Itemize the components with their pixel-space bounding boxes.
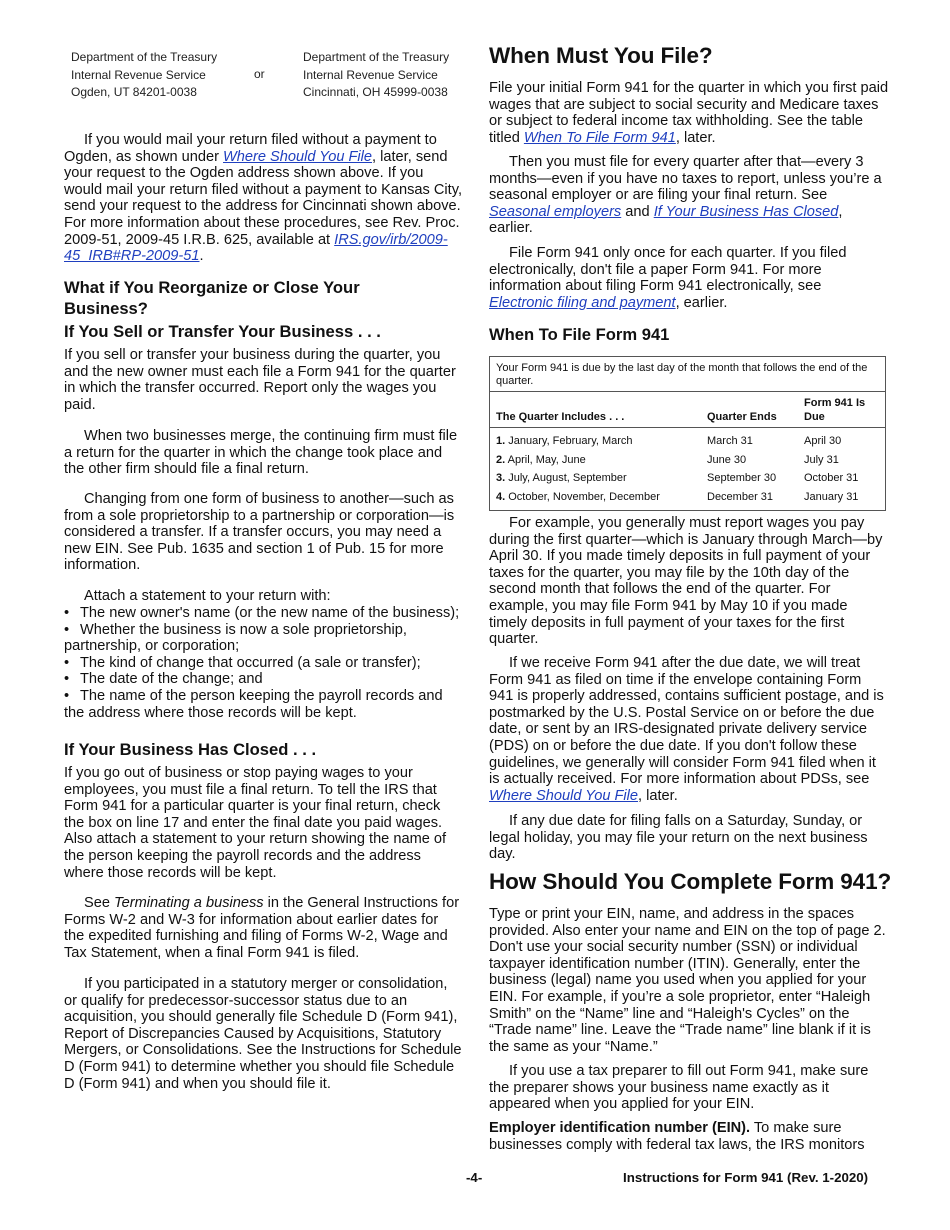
list-item: • The kind of change that occurred (a sale or transfer); xyxy=(64,654,421,671)
paragraph-business-closed: If you go out of business or stop paying wages to your employees, you must file a final return. To tell the IRS that Form 941 for a particular quarter is your final return, check the box on line 17 and enter the final date you paid wages. Also attach a statement to your return showing the name of the person keeping the payroll records and the address where those records will be kept. xyxy=(64,765,447,881)
heading-reorganize-close: What if You Reorganize or Close Your Business? xyxy=(64,278,360,318)
link-electronic-filing[interactable]: Electronic filing and payment xyxy=(489,294,676,311)
cell-due: October 31 xyxy=(804,472,859,485)
paragraph-change-form: Changing from one form of business to another—such as from a sole proprietorship to a partnership or corporation—is considered a transfer. If a transfer occurs, you may need a new EIN. See Pub. 1635 and section 1 of Pub. 15 for more information. xyxy=(64,491,455,574)
paragraph-type-print: Type or print your EIN, name, and address in the spaces provided. Also enter your name and EIN on the top of page 2. Don't use your social security number (SSN) or individual taxpayer identification number (ITIN). Generally, enter the business (legal) name you used when you applied for your EIN. For example, if you’re a sole proprietor, enter “Haleigh Smith” on the “Name” line and “Haleigh's Cycles” on the “Trade name” line. Leave the “Trade name” line blank if it is the same as your “Name.” xyxy=(489,906,886,1055)
link-seasonal-employers[interactable]: Seasonal employers xyxy=(489,203,622,220)
cell-ends: June 30 xyxy=(707,453,747,466)
header-quarter-ends: Quarter Ends xyxy=(701,392,798,428)
paragraph-merge: When two businesses merge, the continuing firm must file a return for the quarter in which the change took place and the other firm should file a final return. xyxy=(64,428,458,478)
heading-sell-transfer: If You Sell or Transfer Your Business . . . xyxy=(64,322,381,341)
paragraph-sell-transfer: If you sell or transfer your business during the quarter, you and the new owner must each file a Form 941 for the quarter in which the transfer occurred. Report only the wages you paid. xyxy=(64,347,456,413)
table-row xyxy=(490,428,885,451)
due-date-table xyxy=(489,356,886,511)
paragraph-preparer: If you use a tax preparer to fill out Form 941, make sure the preparer shows your business name exactly as it appeared when you applied for your EIN. xyxy=(489,1063,869,1113)
heading-how-complete: How Should You Complete Form 941? xyxy=(489,869,892,894)
list-item: • The date of the change; and xyxy=(64,671,263,688)
address-line: Department of the Treasury xyxy=(71,50,218,64)
terminating-business-term: Terminating a business xyxy=(114,895,264,911)
paragraph-holiday: If any due date for filing falls on a Saturday, Sunday, or legal holiday, you may file your return on the next business day. xyxy=(489,813,868,863)
cell-ends: March 31 xyxy=(707,435,753,447)
table-row xyxy=(490,469,885,488)
paragraph-ein: Employer identification number (EIN). To make sure businesses comply with federal tax laws, the IRS monitors xyxy=(489,1120,865,1153)
cell-quarter: 2. April, May, June xyxy=(496,453,586,466)
bullet-list xyxy=(64,605,464,721)
cell-quarter: 1. January, February, March xyxy=(496,435,633,447)
paragraph-example: For example, you generally must report wages you pay during the first quarter—which is January through March—by April 30. If you made timely deposits in full payment of your taxes for the quarter, you may file by the 10th day of the second month that follows the end of the quarter. For example, you may file Form 941 by May 10 if you made timely deposits in full payment of your taxes for the first quarter. xyxy=(489,515,883,648)
cell-due: July 31 xyxy=(804,453,839,466)
link-where-should-you-file-2[interactable]: Where Should You File xyxy=(489,787,639,804)
paragraph-statutory-merger: If you participated in a statutory merger or consolidation, or qualify for predecessor-successor status due to an acquisition, you should generally file Schedule D (Form 941), Report of Discrepancies Caused by Acquisitions, Statutory Mergers, or Consolidations. See the Instructions for Schedule D (Form 941) to determine whether you should file Schedule D (Form 941) and when you should file it. xyxy=(64,976,462,1092)
address-line: Internal Revenue Service xyxy=(71,67,206,82)
paragraph-receive-late: If we receive Form 941 after the due date, we will treat Form 941 as filed on time if the envelope containing Form 941 is properly addressed, contains sufficient postage, and is postmarked by the U.S. Postal Service on or before the due date, or sent by an IRS-designated private delivery service (PDS) on or before the due date. If you don't follow these guidelines, we generally will consider Form 941 filed when it is actually received. For more information about PDSs, see Where Should You File, later. xyxy=(489,655,884,804)
table-header-row xyxy=(490,392,885,428)
cell-due: January 31 xyxy=(804,491,859,504)
cell-quarter: 4. October, November, December xyxy=(496,491,660,504)
table-row xyxy=(490,488,885,510)
list-item: • The name of the person keeping the payroll records and the address where those records will be kept. xyxy=(64,687,443,721)
heading-business-closed: If Your Business Has Closed . . . xyxy=(64,740,317,759)
list-item: • The new owner's name (or the new name of the business); xyxy=(64,605,460,621)
cell-due: April 30 xyxy=(804,435,842,447)
heading-when-to-file-table: When To File Form 941 xyxy=(489,325,670,344)
header-quarter: The Quarter Includes . . . xyxy=(490,392,701,428)
paragraph-initial-form: File your initial Form 941 for the quarter in which you first paid wages that are subject to social security and Medicare taxes or subject to federal income tax withholding. See the table titled When To File Form 941, later. xyxy=(489,80,889,146)
paragraph-attach-statement: Attach a statement to your return with: xyxy=(84,588,331,604)
address-line: Department of the Treasury xyxy=(303,50,450,64)
table-body xyxy=(490,392,885,510)
address-line: Ogden, UT 84201-0038 xyxy=(71,85,197,99)
link-irs-rev-proc[interactable]: IRS.gov/irb/2009-45_IRB#RP-2009-51 xyxy=(64,231,448,265)
link-where-should-you-file[interactable]: Where Should You File xyxy=(223,148,373,165)
page-number: -4- xyxy=(466,1170,483,1185)
heading-when-must-you-file: When Must You File? xyxy=(489,43,713,68)
link-when-to-file[interactable]: When To File Form 941 xyxy=(523,129,676,146)
address-line: Cincinnati, OH 45999-0038 xyxy=(303,85,448,99)
cell-ends: December 31 xyxy=(707,491,774,504)
paragraph-mail-request: If you would mail your return filed without a payment to Ogden, as shown under Where Should You File, later, send your request to the Ogden address shown above. If you would mail your return filed without a payment to Kansas City, send your request to the address for Cincinnati shown above. For more information about these procedures, see Rev. Proc. 2009-51, 2009-45 I.R.B. 625, available at IRS.gov/irb/2009-45_IRB#RP-2009-51. xyxy=(64,132,462,265)
address-cincinnati xyxy=(303,49,473,102)
paragraph-file-once: File Form 941 only once for each quarter. If you filed electronically, don't file a paper Form 941. For more information about filing Form 941 electronically, see Electronic filing and payment, earlier. xyxy=(489,245,847,311)
cell-quarter: 3. July, August, September xyxy=(496,472,627,485)
table-caption: Your Form 941 is due by the last day of the month that follows the end of the quarter. xyxy=(490,357,885,392)
link-business-closed[interactable]: If Your Business Has Closed xyxy=(653,203,839,220)
table-row xyxy=(490,451,885,470)
footer-title: Instructions for Form 941 (Rev. 1-2020) xyxy=(623,1170,869,1185)
paragraph-terminating: See Terminating a business in the General Instructions for Forms W-2 and W-3 for information about earlier dates for the expedited furnishing and filing of Forms W-2, Wage and Tax Statement, when a final Form 941 is filed. xyxy=(64,895,460,961)
paragraph-every-quarter: Then you must file for every quarter after that—every 3 months—even if you have no taxes to report, unless you’re a seasonal employer or are filing your final return. See Seasonal employers and If Your Business Has Closed, earlier. xyxy=(489,154,882,237)
header-due: Form 941 Is Due xyxy=(798,392,885,428)
list-item: • Whether the business is now a sole proprietorship, partnership, or corporation; xyxy=(64,621,407,655)
cell-ends: September 30 xyxy=(707,472,777,485)
address-line: Internal Revenue Service xyxy=(303,67,438,82)
ein-term: Employer identification number (EIN). xyxy=(489,1120,751,1136)
address-ogden xyxy=(71,49,271,102)
address-or: or xyxy=(254,67,265,81)
